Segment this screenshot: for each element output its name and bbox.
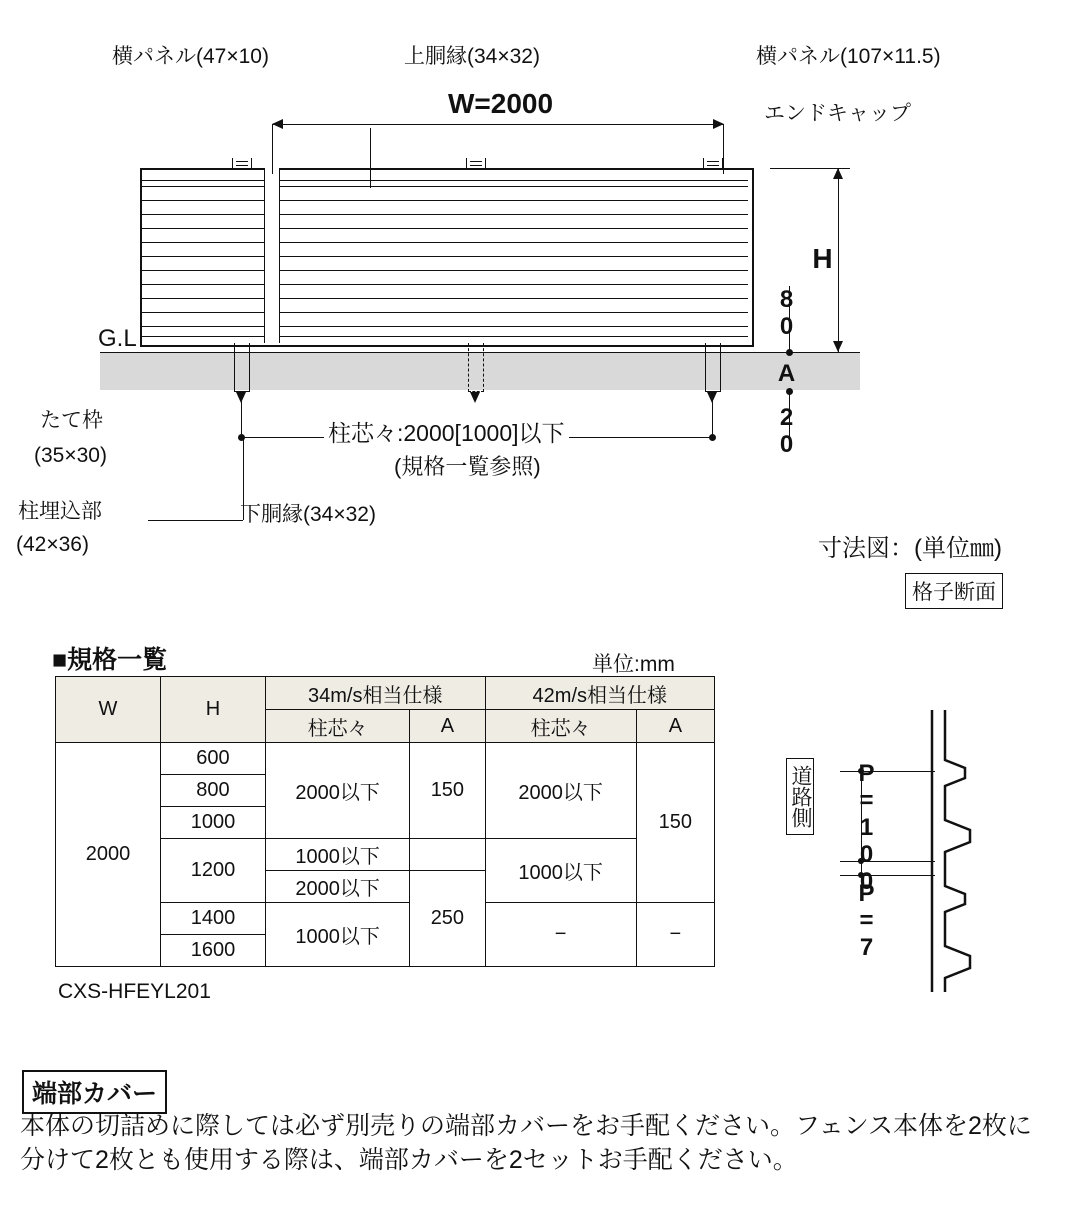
post-cap-center (466, 158, 486, 170)
ground-level-label: G.L (98, 325, 137, 352)
h-arrow-up (833, 168, 843, 179)
cell-h-600: 600 (160, 743, 265, 775)
road-side-label: 道路側 (789, 765, 813, 828)
cell-pitch34-g3: 2000以下 (265, 871, 409, 903)
dimA-label: A (773, 360, 800, 387)
h-dimension-line (838, 168, 839, 352)
slat (142, 298, 748, 299)
h-ext-top (770, 168, 850, 169)
w-dimension-label: W=2000 (448, 88, 554, 119)
slat (142, 312, 748, 313)
bottom-rail-line (142, 336, 748, 337)
product-code: CXS-HFEYL201 (58, 980, 211, 1003)
unit-note: 寸法図：(単位㎜) (818, 535, 1002, 562)
spec-table (55, 676, 715, 967)
cell-h-1200: 1200 (160, 839, 265, 903)
slat (142, 214, 748, 215)
slat (142, 270, 748, 271)
cell-pitch34-g4: 1000以下 (265, 903, 409, 967)
road-side-box (786, 758, 814, 835)
dim20-label: 20 (773, 404, 800, 458)
end-cap-note-label: 端部カバー (22, 1070, 167, 1114)
header-spec34: 34m/s相当仕様 (265, 677, 485, 710)
header-spec42: 42m/s相当仕様 (485, 677, 714, 710)
cell-pitch42-dash: − (485, 903, 636, 967)
leader-yoko-panel-small-a (333, 66, 370, 128)
end-cap-note-label-box (22, 1070, 167, 1114)
cell-h-1600: 1600 (160, 935, 265, 967)
header-a-42: A (636, 710, 714, 743)
slat (142, 228, 748, 229)
lattice-section-diagram (780, 700, 1030, 1000)
cell-a42-g1: 150 (636, 743, 714, 903)
vertical-frame (264, 168, 280, 343)
table-header-row (56, 677, 715, 710)
slat (142, 200, 748, 201)
spec-section (52, 640, 167, 676)
slat (142, 256, 748, 257)
pitch-ext-right (712, 400, 713, 437)
slat (142, 242, 748, 243)
spec-unit-note: 単位:mm (592, 653, 675, 676)
label-end-cap: エンドキャップ (764, 102, 911, 125)
header-w: W (56, 677, 161, 743)
cell-w-value: 2000 (56, 743, 161, 967)
cell-h-800: 800 (160, 775, 265, 807)
section-title-label: 格子断面 (905, 573, 1003, 609)
dim80-label: 80 (773, 286, 800, 340)
cell-h-1400: 1400 (160, 903, 265, 935)
cell-a34-g1: 150 (410, 743, 485, 839)
dimA-dot-top (786, 349, 793, 356)
top-rail-line-2 (142, 186, 748, 187)
header-pitch-34: 柱芯々 (265, 710, 409, 743)
table-row (56, 743, 715, 775)
pitch-ext-left (241, 400, 242, 437)
cell-pitch34-g1: 2000以下 (265, 743, 409, 839)
slat (142, 284, 748, 285)
buried-post-left (234, 343, 250, 392)
slat (142, 326, 748, 327)
section-title-box (905, 573, 1003, 609)
w-dimension-line (272, 124, 724, 125)
leader-yoko-panel-small-b (370, 128, 371, 188)
label-p7: P=7 (853, 880, 880, 961)
top-rail-line (142, 180, 748, 181)
header-pitch-42: 柱芯々 (485, 710, 636, 743)
cell-a34-g1b (410, 839, 485, 871)
label-shita-doubuchi: 下胴縁(34×32) (240, 503, 376, 526)
h-dimension-label: H (807, 243, 838, 274)
leader-hashira-umekomi-a (148, 520, 243, 521)
label-yoko-panel-small: 横パネル(47×10) (112, 45, 269, 68)
buried-post-center (468, 343, 484, 392)
label-hashira-umekomi-size: (42×36) (16, 533, 89, 556)
buried-post-right (705, 343, 721, 392)
cell-pitch34-g2: 1000以下 (265, 839, 409, 871)
ground-level-line (100, 352, 860, 353)
label-tate-waku: たて枠 (40, 409, 103, 432)
cell-pitch42-g1: 2000以下 (485, 743, 636, 839)
h-ext-bottom (760, 352, 850, 353)
label-tate-waku-size: (35×30) (34, 444, 107, 467)
pitch-sublabel: (規格一覧参照) (394, 454, 541, 479)
label-hashira-umekomi: 柱埋込部 (18, 500, 102, 523)
header-a-34: A (410, 710, 485, 743)
post-cap-left (232, 158, 252, 170)
spec-title: ■規格一覧 (52, 646, 168, 674)
cell-a34-g2: 250 (410, 871, 485, 967)
label-jou-doubuchi: 上胴縁(34×32) (404, 45, 540, 68)
section-svg (780, 700, 1030, 1000)
post-cap-right (703, 158, 723, 170)
pitch-label: 柱芯々:2000[1000]以下 (324, 415, 569, 448)
cell-a42-dash: − (636, 903, 714, 967)
post-depth-arrow (470, 392, 480, 403)
cell-h-1000: 1000 (160, 807, 265, 839)
w-arrow-left (272, 119, 283, 129)
label-p100: P=100 (853, 760, 880, 895)
label-yoko-panel-large: 横パネル(107×11.5) (756, 45, 941, 68)
h-arrow-down (833, 341, 843, 352)
cell-pitch42-g2: 1000以下 (485, 839, 636, 903)
fence-panel (140, 168, 754, 347)
w-ext-right (723, 124, 724, 174)
w-ext-left (272, 124, 273, 174)
end-cap-note-text: 本体の切詰めに際しては必ず別売りの端部カバーをお手配ください。フェンス本体を2枚に分けて2枚とも使用する際は、端部カバーを2セットお手配ください。 (20, 1112, 1032, 1174)
header-h: H (160, 677, 265, 743)
